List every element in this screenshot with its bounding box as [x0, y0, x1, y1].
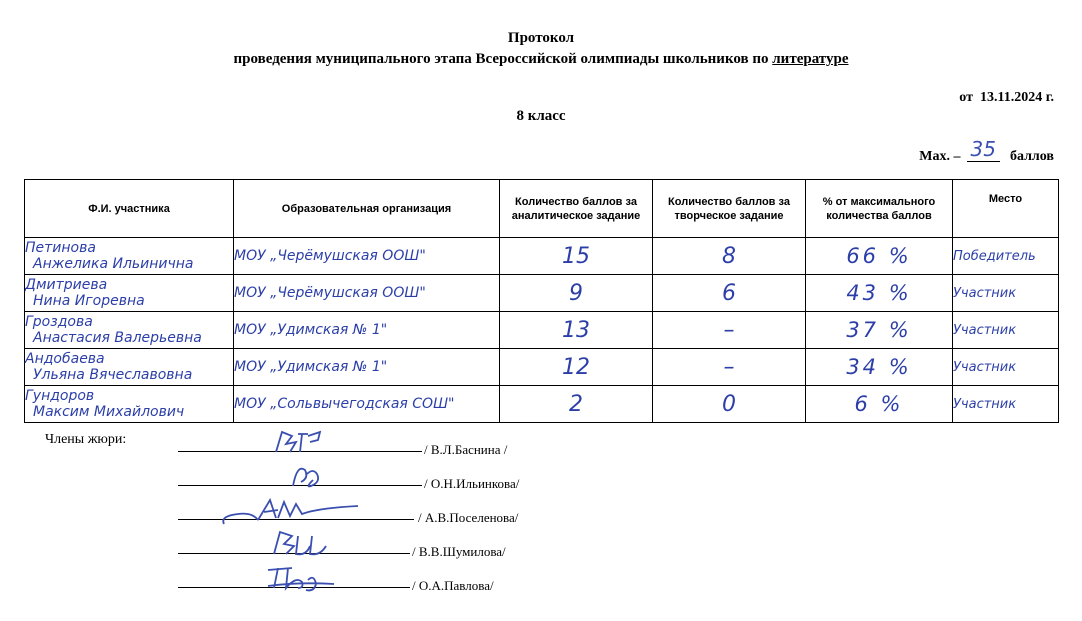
jury-member — [178, 498, 718, 532]
surname: Петинова — [25, 240, 96, 256]
analytic-score: 9 — [500, 275, 653, 312]
given-names: Анжелика Ильинична — [33, 256, 194, 272]
analytic-score: 12 — [500, 349, 653, 386]
col-percent — [806, 180, 953, 238]
percent-score: 66 % — [806, 238, 953, 275]
table-row — [25, 349, 1059, 386]
place: Победитель — [953, 238, 1059, 275]
col-creative: Количество баллов за творческое задание — [653, 180, 806, 238]
given-names: Ульяна Вячеславовна — [33, 367, 193, 383]
given-names: Анастасия Валерьевна — [33, 330, 202, 346]
creative-score: 8 — [653, 238, 806, 275]
creative-score: 6 — [653, 275, 806, 312]
table-header-row — [25, 180, 1059, 238]
signature-image — [266, 526, 336, 560]
signature-image — [283, 460, 333, 492]
analytic-score: 13 — [500, 312, 653, 349]
jury-member — [178, 464, 718, 498]
subject: литературе — [772, 51, 849, 67]
col-percent-label: % от максимального количества баллов — [822, 195, 936, 222]
jury-member — [178, 430, 718, 464]
surname: Гундоров — [25, 388, 95, 404]
signature-image — [258, 562, 338, 594]
jury-name: / О.Н.Ильинкова/ — [424, 476, 520, 491]
organization: МОУ „Сольвычегодская СОШ" — [234, 386, 500, 423]
protocol-title: Протокол — [507, 30, 575, 46]
table-row — [25, 238, 1059, 275]
jury-name: / А.В.Поселенова/ — [418, 510, 519, 525]
place: Участник — [953, 312, 1059, 349]
participant-name — [25, 238, 234, 275]
max-score-line — [919, 137, 1054, 166]
percent-score: 37 % — [806, 312, 953, 349]
jury-section — [45, 430, 745, 610]
max-score-value: 35 — [967, 137, 1000, 162]
percent-score: 43 % — [806, 275, 953, 312]
participant-name — [25, 349, 234, 386]
surname: Гроздова — [25, 314, 93, 330]
jury-label: Члены жюри: — [45, 432, 127, 447]
col-fio-label: Ф.И. участника — [88, 202, 170, 215]
percent-score: 6 % — [806, 386, 953, 423]
col-analytic: Количество баллов за аналитическое задание — [500, 180, 653, 238]
organization: МОУ „Удимская № 1" — [234, 312, 500, 349]
jury-member — [178, 532, 718, 566]
organization: МОУ „Черёмушская ООШ" — [234, 238, 500, 275]
place: Участник — [953, 386, 1059, 423]
given-names: Максим Михайлович — [33, 404, 185, 420]
jury-name: / В.В.Шумилова/ — [412, 544, 506, 559]
table-row — [25, 386, 1059, 423]
max-prefix: Max. – — [919, 149, 961, 164]
grade-label: 8 класс — [516, 108, 566, 124]
date-line — [959, 90, 1054, 106]
table-row — [25, 275, 1059, 312]
participant-name — [25, 275, 234, 312]
signature-image — [218, 494, 368, 530]
col-fio — [25, 180, 234, 238]
participant-name — [25, 312, 234, 349]
percent-score: 34 % — [806, 349, 953, 386]
jury-name: / В.Л.Баснина / — [424, 442, 508, 457]
creative-score: 0 — [653, 386, 806, 423]
organization: МОУ „Удимская № 1" — [234, 349, 500, 386]
signature-image — [268, 426, 338, 458]
analytic-score: 2 — [500, 386, 653, 423]
place: Участник — [953, 349, 1059, 386]
max-suffix: баллов — [1009, 149, 1054, 164]
col-place: Место — [953, 180, 1059, 238]
jury-member — [178, 566, 718, 600]
surname: Дмитриева — [25, 277, 108, 293]
col-organization: Образовательная организация — [234, 180, 500, 238]
table-row — [25, 312, 1059, 349]
creative-score: – — [653, 312, 806, 349]
creative-score: – — [653, 349, 806, 386]
participant-name — [25, 386, 234, 423]
surname: Андобаева — [25, 351, 105, 367]
protocol-date: 13.11.2024 г. — [979, 90, 1054, 105]
place: Участник — [953, 275, 1059, 312]
results-table — [24, 179, 1059, 423]
date-prefix: от — [959, 90, 973, 105]
organization: МОУ „Черёмушская ООШ" — [234, 275, 500, 312]
given-names: Нина Игоревна — [33, 293, 145, 309]
subtitle-text: проведения муниципального этапа Всероссийской олимпиады школьников по — [233, 51, 769, 67]
jury-name: / О.А.Павлова/ — [412, 578, 494, 593]
protocol-subtitle — [0, 51, 1082, 68]
analytic-score: 15 — [500, 238, 653, 275]
